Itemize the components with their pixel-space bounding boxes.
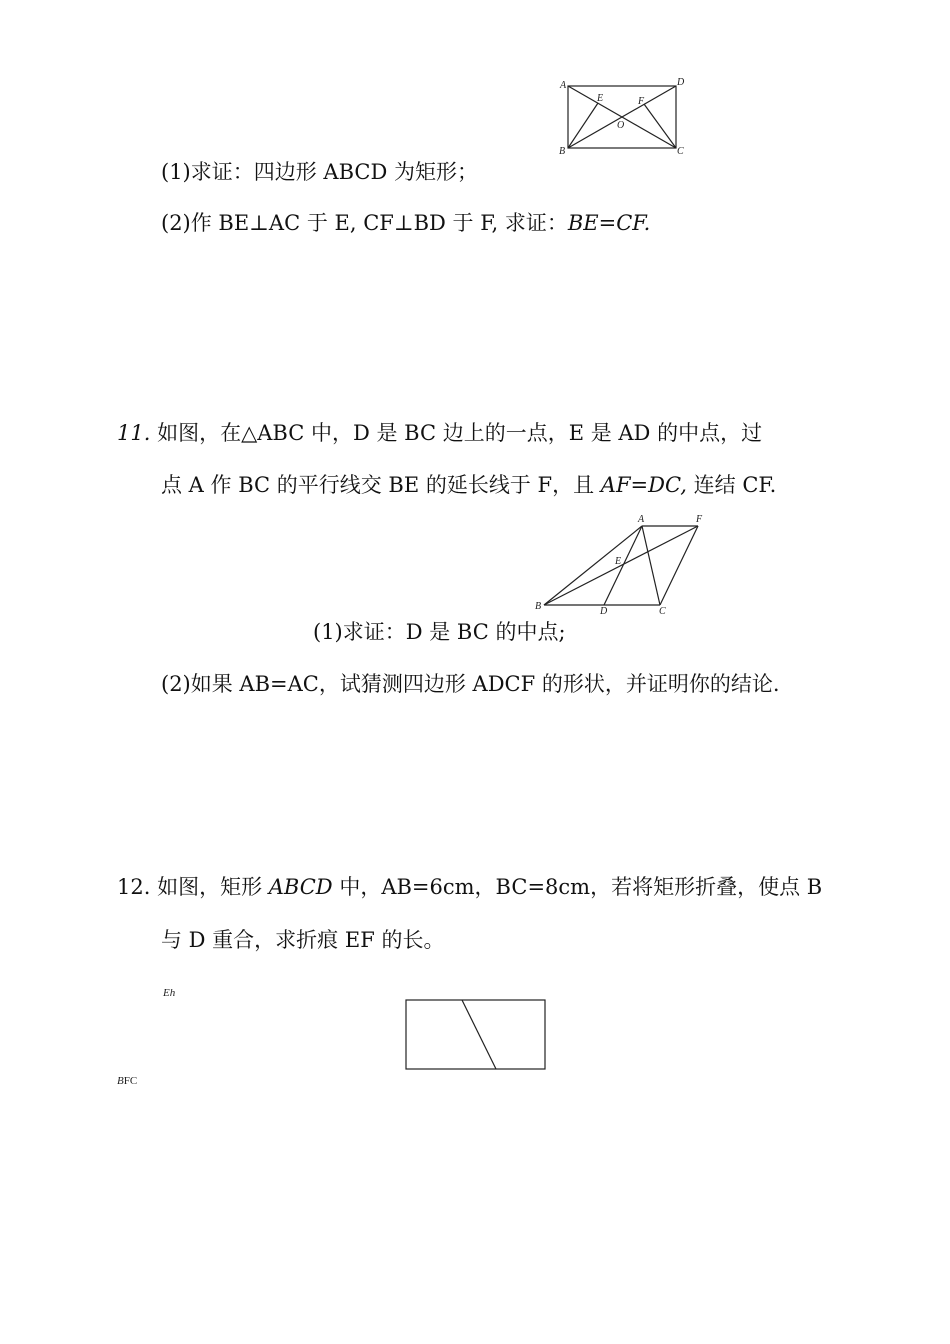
q12-line1-suffix: 中，AB=6cm，BC=8cm，若将矩形折叠，使点 B: [332, 875, 823, 899]
q12-label-fc: FC: [123, 1075, 138, 1087]
q11-line1-text: 如图，在△ABC 中，D 是 BC 边上的一点，E 是 AD 的中点，过: [150, 421, 763, 445]
q12-fold-rectangle-figure: [404, 998, 548, 1072]
q10-label-d: D: [677, 77, 685, 88]
q12-label-eh-text: Eh: [163, 987, 176, 999]
q11-label-d: D: [600, 606, 608, 617]
q12-label-bfc: [117, 1075, 137, 1087]
q11-segment-fc: [660, 526, 698, 605]
q10-label-b: B: [559, 146, 566, 157]
q10-label-c: C: [677, 146, 684, 157]
q12-crease-ef: [462, 1000, 496, 1069]
q11-label-c: C: [659, 606, 666, 617]
q11-part2: [161, 670, 780, 698]
q12-line1-prefix: 12. 如图，矩形: [117, 875, 269, 899]
q10-part1-text: (1)求证：四边形 ABCD 为矩形；: [161, 160, 478, 184]
q10-part2-text: (2)作 BE⊥AC 于 E, CF⊥BD 于 F, 求证：: [161, 211, 568, 235]
q11-segment-ad: [604, 526, 642, 605]
q12-line2-text: 与 D 重合，求折痕 EF 的长。: [161, 928, 445, 952]
q10-rectangle-figure: [556, 76, 690, 158]
q10-segment-be: [568, 103, 598, 148]
q11-segment-ac: [642, 526, 660, 605]
q10-part2: [161, 209, 650, 237]
q11-line2-prefix: 点 A 作 BC 的平行线交 BE 的延长线于 F，且: [161, 473, 601, 497]
q10-segment-cf: [644, 104, 676, 148]
q11-segment-ba: [544, 526, 642, 605]
q10-label-f: F: [638, 96, 645, 107]
q10-label-e: E: [597, 93, 604, 104]
q11-line2-suffix: 连结 CF.: [686, 473, 777, 497]
q12-line1-formula: ABCD: [268, 875, 333, 899]
q11-part1-text: (1)求证：D 是 BC 的中点;: [313, 620, 566, 644]
q11-label-f: F: [696, 514, 703, 525]
q11-number: 11.: [117, 421, 151, 445]
q12-label-b: B: [117, 1075, 124, 1087]
q12-rect-abcd: [406, 1000, 545, 1069]
q12-statement-line1: [117, 873, 822, 901]
q11-statement-line1: [117, 419, 762, 447]
q11-line2-formula: AF=DC,: [600, 473, 687, 497]
q11-part1: [313, 618, 566, 646]
q10-label-a: A: [560, 80, 567, 91]
q11-statement-line2: [161, 471, 776, 499]
q11-part2-text: (2)如果 AB=AC，试猜测四边形 ADCF 的形状，并证明你的结论.: [161, 672, 780, 696]
q11-triangle-figure: [532, 512, 712, 616]
q11-label-b: B: [535, 601, 542, 612]
q11-label-e: E: [615, 556, 622, 567]
q12-statement-line2: [161, 926, 444, 954]
q10-part1: [161, 158, 478, 186]
q12-label-eh: [163, 987, 175, 999]
q10-part2-formula: BE=CF.: [567, 211, 651, 235]
q10-label-o: O: [617, 120, 625, 131]
q11-label-a: A: [638, 514, 645, 525]
